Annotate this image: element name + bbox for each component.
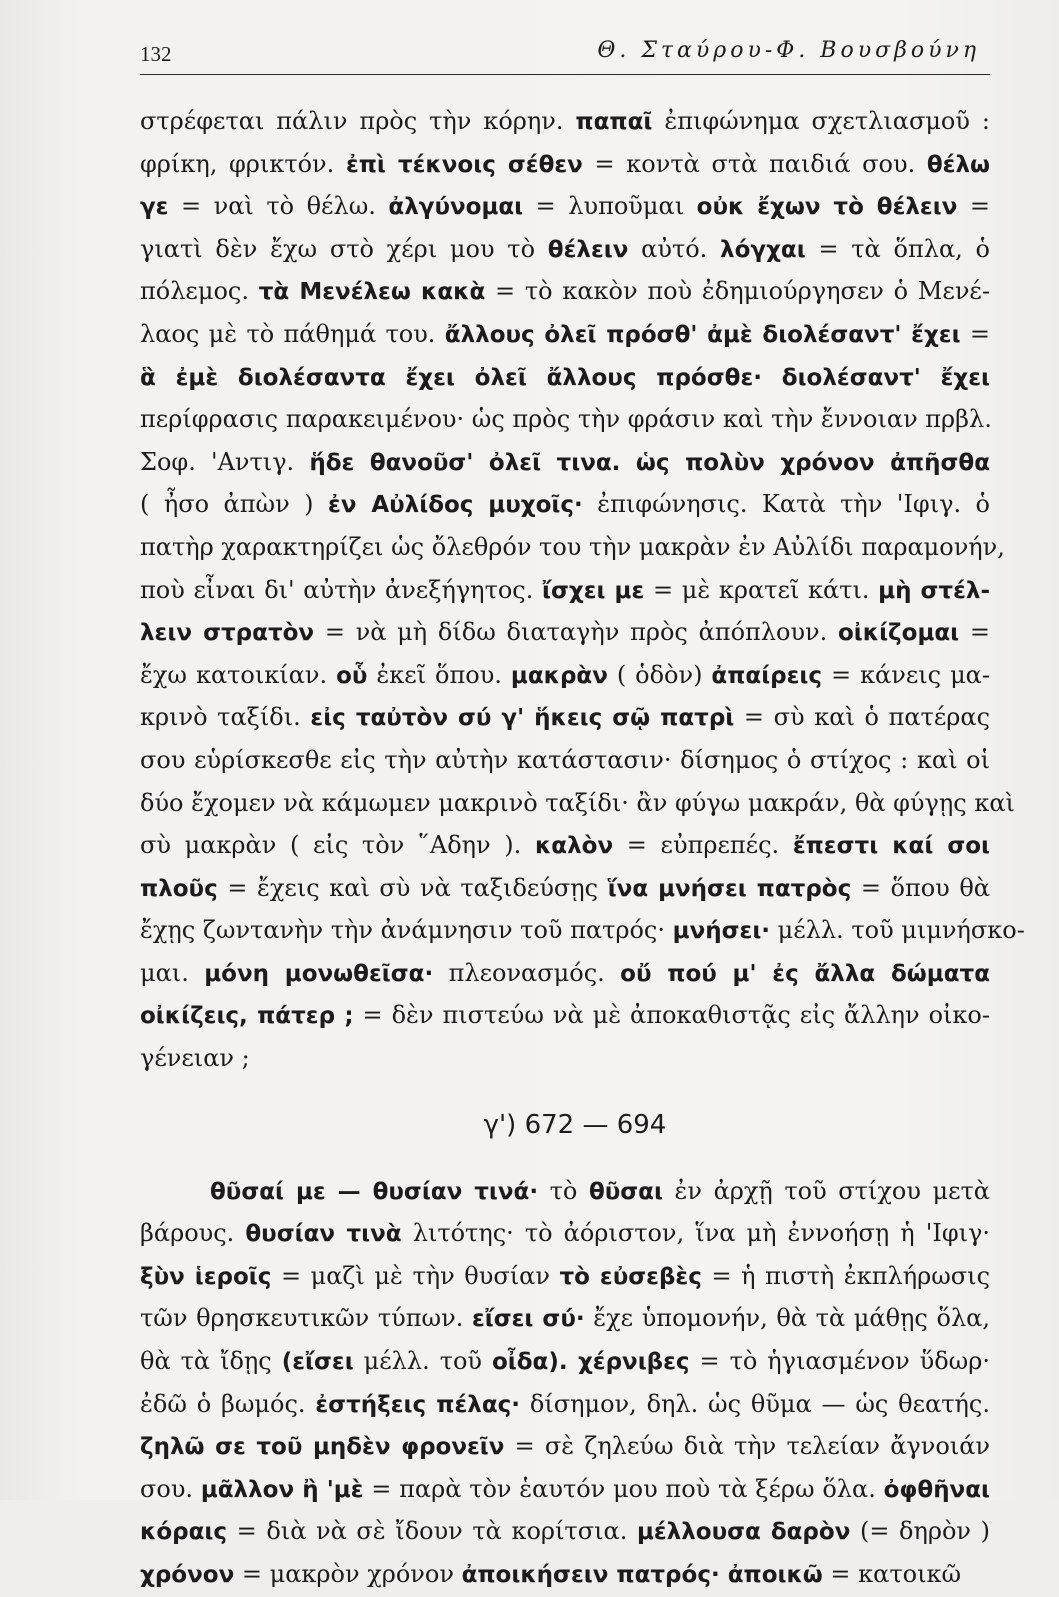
- lemma-term: ἐν Αὐλίδος μυχοῖς·: [328, 492, 583, 519]
- lemma-term: λειν στρατὸν: [140, 620, 315, 647]
- lemma-term: τὸ εὐσεβὲς: [559, 1263, 702, 1290]
- text-line: [140, 228, 990, 271]
- gloss-text: κρινὸ ταξίδι.: [140, 703, 311, 732]
- gloss-text: θὰ τὰ ἴδῃς: [140, 1347, 282, 1376]
- text-line: [140, 952, 990, 995]
- gloss-text: = παρὰ τὸν ἑαυτόν μου ποὺ τὰ ξέρω ὅλα.: [363, 1474, 884, 1503]
- gloss-text: ἔχε ὑπομονήν, θὰ τὰ μάθῃς ὅλα,: [584, 1304, 990, 1333]
- gloss-text: πλεονασμός.: [433, 958, 621, 987]
- lemma-term: εἴσει σύ·: [471, 1306, 585, 1333]
- gloss-text: στρέφεται πάλιν πρὸς τὴν κόρην.: [140, 107, 576, 135]
- gloss-text: τὸ: [538, 1176, 589, 1205]
- lemma-term: κόραις: [140, 1519, 228, 1546]
- lemma-term: ἀλγύνομαι: [388, 194, 524, 221]
- text-line: [140, 100, 990, 143]
- lemma-term: τὰ Μενέλεω κακὰ: [258, 279, 486, 306]
- text-line: [140, 398, 990, 441]
- text-line: [140, 185, 990, 228]
- lemma-term: ἄλλους ὀλεῖ πρόσθ' ἀμὲ διολέσαντ' ἔχει: [444, 321, 961, 348]
- lemma-term: οὗ: [336, 662, 368, 689]
- gloss-text: αὐτό.: [628, 234, 721, 263]
- lemma-term: μὴ στέλ-: [878, 577, 990, 604]
- gloss-text: τῶν θρησκευτικῶν τύπων.: [140, 1304, 472, 1333]
- lemma-term: εἰς ταὐτὸν σύ γ' ἥκεις σῷ πατρὶ: [310, 705, 735, 732]
- text-line: [140, 1510, 990, 1553]
- gloss-text: = εὐπρεπές.: [613, 831, 793, 860]
- gloss-text: = σὲ ζηλεύω διὰ τὴν τελείαν ἄγνοιάν: [504, 1432, 991, 1461]
- lemma-term: θέλω: [926, 151, 991, 178]
- text-line: [140, 569, 990, 612]
- gloss-text: = μακρὸν χρόνον: [234, 1560, 462, 1588]
- gloss-text: = τὰ ὅπλα, ὁ: [805, 234, 990, 263]
- gloss-text: λιτότης· τὸ ἀόριστον, ἵνα μὴ ἐννοήσῃ ἡ 'Ιφιγ·: [401, 1219, 990, 1248]
- page-header: [140, 34, 990, 75]
- gloss-text: = διὰ νὰ σὲ ἴδουν τὰ κορίτσια.: [227, 1517, 637, 1546]
- lemma-term: καλὸν: [534, 833, 614, 860]
- gloss-text: μέλλ. τοῦ: [353, 1347, 492, 1376]
- lemma-term: οἰκίζομαι: [837, 620, 960, 647]
- gloss-text: σου εὑρίσκεσθε εἰς τὴν αὐτὴν κατάστασιν· δίσημος ὁ στίχος : καὶ οἱ: [140, 745, 990, 774]
- gloss-text: γιατὶ δὲν ἔχω στὸ χέρι μου τὸ: [140, 234, 548, 263]
- lemma-term: θῦσαι: [588, 1178, 663, 1205]
- gloss-text: βάρους.: [140, 1219, 246, 1248]
- gloss-text: ἔχῃς ζωντανὴν τὴν ἀνάμνησιν τοῦ πατρός·: [140, 916, 673, 945]
- lemma-term: μᾶλλον ἢ 'μὲ: [200, 1476, 364, 1503]
- text-line: [140, 739, 990, 782]
- gloss-text: = κατοικῶ: [822, 1560, 962, 1588]
- text-line: [140, 1297, 990, 1340]
- text-line: [140, 1425, 990, 1468]
- lemma-term: θῦσαί με — θυσίαν τινά·: [210, 1178, 539, 1205]
- text-line: [140, 909, 1025, 952]
- text-line: [140, 1255, 990, 1298]
- text-line: [140, 1340, 990, 1383]
- lemma-term: ἀπαίρεις: [711, 662, 823, 689]
- text-line: [140, 1170, 990, 1213]
- lemma-term: χρόνον: [140, 1562, 235, 1588]
- paragraph-commentary-1: [140, 100, 1025, 1080]
- gloss-text: πατὴρ χαρακτηρίζει ὡς ὄλεθρόν του τὴν μακρὰν ἐν Αὐλίδι παραμονήν,: [140, 532, 1005, 561]
- gloss-text: = ἡ πιστὴ ἐκπλήρωσις: [701, 1261, 991, 1290]
- body-text: [140, 100, 1025, 1596]
- gloss-text: =: [960, 319, 990, 348]
- text-line: [140, 867, 990, 910]
- gloss-text: ἐκεῖ ὅπου.: [367, 660, 511, 689]
- lemma-term: ἀποικήσειν πατρός· ἀποικῶ: [461, 1562, 823, 1588]
- text-line: [140, 824, 990, 867]
- lemma-term: ἵνα μνήσει πατρὸς: [607, 875, 852, 902]
- lemma-term: μακρὰν: [510, 662, 608, 689]
- gloss-text: = τὸ κακὸν ποὺ ἐδημιούργησεν ὁ Μενέ-: [485, 277, 990, 306]
- lemma-term: (εἴσει: [281, 1349, 354, 1376]
- gloss-text: περίφρασις παρακειμένου· ὡς πρὸς τὴν φράσιν καὶ τὴν ἔννοιαν πρβλ.: [140, 405, 992, 434]
- section-heading: γ') 672 — 694: [483, 1109, 667, 1140]
- gloss-text: = κάνεις μα-: [822, 660, 990, 689]
- lemma-term: ξὺν ἱεροῖς: [140, 1263, 272, 1290]
- gloss-text: μαι.: [140, 958, 205, 987]
- gloss-text: = μαζὶ μὲ τὴν θυσίαν: [271, 1261, 560, 1290]
- lemma-term: λόγχαι: [720, 236, 806, 263]
- text-line: [140, 1212, 990, 1255]
- gloss-text: Σοφ. 'Αντιγ.: [140, 447, 310, 476]
- running-head: Θ. Σταύρου-Φ. Βουσβούνη: [597, 38, 980, 63]
- lemma-term: θέλειν: [547, 236, 629, 263]
- page-number: 132: [140, 42, 172, 66]
- gloss-text: δίσημον, δηλ. ὡς θῦμα — ὡς θεατής.: [520, 1389, 990, 1418]
- text-line: [140, 1037, 990, 1080]
- lemma-term: παπαῖ: [575, 109, 653, 135]
- text-line: [140, 483, 990, 526]
- text-line: [140, 782, 1015, 825]
- text-line: [140, 654, 990, 697]
- lemma-term: ἥδε θανοῦσ' ὀλεῖ τινα. ὡς πολὺν χρόνον ἀπῆσθα: [309, 449, 990, 476]
- gloss-text: =: [959, 618, 990, 647]
- gloss-text: (= δηρὸν ): [850, 1517, 990, 1546]
- lemma-term: μέλλουσα δαρὸν: [636, 1519, 851, 1546]
- text-line: [140, 270, 990, 313]
- text-line: [140, 696, 990, 739]
- gloss-text: ( ἦσο ἀπὼν ): [140, 490, 329, 519]
- gloss-text: ἐπιφώνησις. Κατὰ τὴν 'Ιφιγ. ὁ: [582, 490, 991, 519]
- gloss-text: ποὺ εἶναι δι' αὐτὴν ἀνεξήγητος.: [140, 575, 543, 604]
- gloss-text: δύο ἔχομεν νὰ κάμωμεν μακρινὸ ταξίδι· ἂν φύγω μακράν, θὰ φύγῃς καὶ: [140, 788, 1015, 817]
- paragraph-commentary-2: [140, 1170, 990, 1596]
- text-line: [140, 611, 990, 654]
- lemma-term: ἴσχει με: [542, 577, 645, 604]
- gloss-text: = δὲν πιστεύω νὰ μὲ ἀποκαθιστᾷς εἰς ἄλλην οἰκο-: [353, 1001, 990, 1030]
- text-line: [140, 1553, 990, 1596]
- lemma-term: οὐκ ἔχων τὸ θέλειν: [696, 194, 958, 221]
- gloss-text: ἐδῶ ὁ βωμός.: [140, 1389, 316, 1418]
- text-line: [140, 143, 990, 186]
- lemma-term: ἃ ἐμὲ διολέσαντα ἔχει ὀλεῖ ἄλλους πρόσθε· διολέσαντ' ἔχει: [140, 364, 990, 391]
- text-line: [140, 356, 990, 399]
- lemma-term: ζηλῶ σε τοῦ μηδὲν φρονεῖν: [140, 1434, 505, 1461]
- text-line: [140, 1468, 990, 1511]
- gloss-text: = μὲ κρατεῖ κάτι.: [644, 575, 879, 604]
- lemma-term: θυσίαν τινὰ: [245, 1221, 402, 1248]
- lemma-term: ἔπεστι καί σοι: [792, 833, 990, 860]
- gloss-text: = ὅπου θὰ: [851, 873, 990, 902]
- gloss-text: γένειαν ;: [140, 1044, 250, 1073]
- gloss-text: σὺ μακρὰν ( εἰς τὸν ῞Αδην ).: [140, 831, 535, 860]
- text-line: [140, 441, 990, 484]
- gloss-text: ( ὁδὸν): [607, 660, 712, 689]
- gloss-text: ἐν ἀρχῇ τοῦ στίχου μετὰ: [662, 1176, 990, 1205]
- lemma-term: πλοῦς: [140, 875, 218, 902]
- lemma-term: ὀφθῆναι: [883, 1476, 990, 1503]
- gloss-text: ἔχω κατοικίαν.: [140, 660, 337, 689]
- text-line: [140, 1383, 990, 1426]
- text-line: [140, 313, 990, 356]
- gloss-text: λαος μὲ τὸ πάθημά του.: [140, 319, 445, 348]
- lemma-term: οὔ πού μ' ἐς ἄλλα δώματα: [620, 960, 990, 987]
- gloss-text: = ἔχεις καὶ σὺ νὰ ταξιδεύσῃς: [217, 873, 608, 902]
- gloss-text: = λυποῦμαι: [523, 192, 697, 221]
- lemma-term: γε: [140, 194, 169, 221]
- gloss-text: = σὺ καὶ ὁ πατέρας: [734, 703, 991, 732]
- gloss-text: σου.: [140, 1474, 201, 1503]
- lemma-term: ἐστήξεις πέλας·: [315, 1391, 521, 1418]
- text-line: [140, 994, 990, 1037]
- gloss-text: = ναὶ τὸ θέλω.: [168, 192, 389, 221]
- gloss-text: μέλλ. τοῦ μιμνήσκο-: [770, 916, 1025, 945]
- gloss-text: φρίκη, φρικτόν.: [140, 149, 346, 178]
- lemma-term: οἰκίζεις, πάτερ ;: [140, 1003, 354, 1030]
- lemma-term: μνήσει·: [672, 918, 771, 945]
- text-line: [140, 526, 1005, 569]
- gloss-text: = νὰ μὴ δίδω διαταγὴν πρὸς ἀπόπλουν.: [314, 618, 838, 647]
- gloss-text: =: [957, 192, 991, 221]
- gloss-text: πόλεμος.: [140, 277, 259, 306]
- lemma-term: ἐπὶ τέκνοις σέθεν: [345, 151, 583, 178]
- gloss-text: ἐπιφώνημα σχετλιασμοῦ :: [652, 107, 990, 135]
- lemma-term: μόνη μονωθεῖσα·: [204, 960, 434, 987]
- lemma-term: οἶδα). χέρνιβες: [491, 1349, 690, 1376]
- gloss-text: = τὸ ἡγιασμένον ὕδωρ·: [689, 1347, 990, 1376]
- gloss-text: = κοντὰ στὰ παιδιά σου.: [582, 149, 927, 178]
